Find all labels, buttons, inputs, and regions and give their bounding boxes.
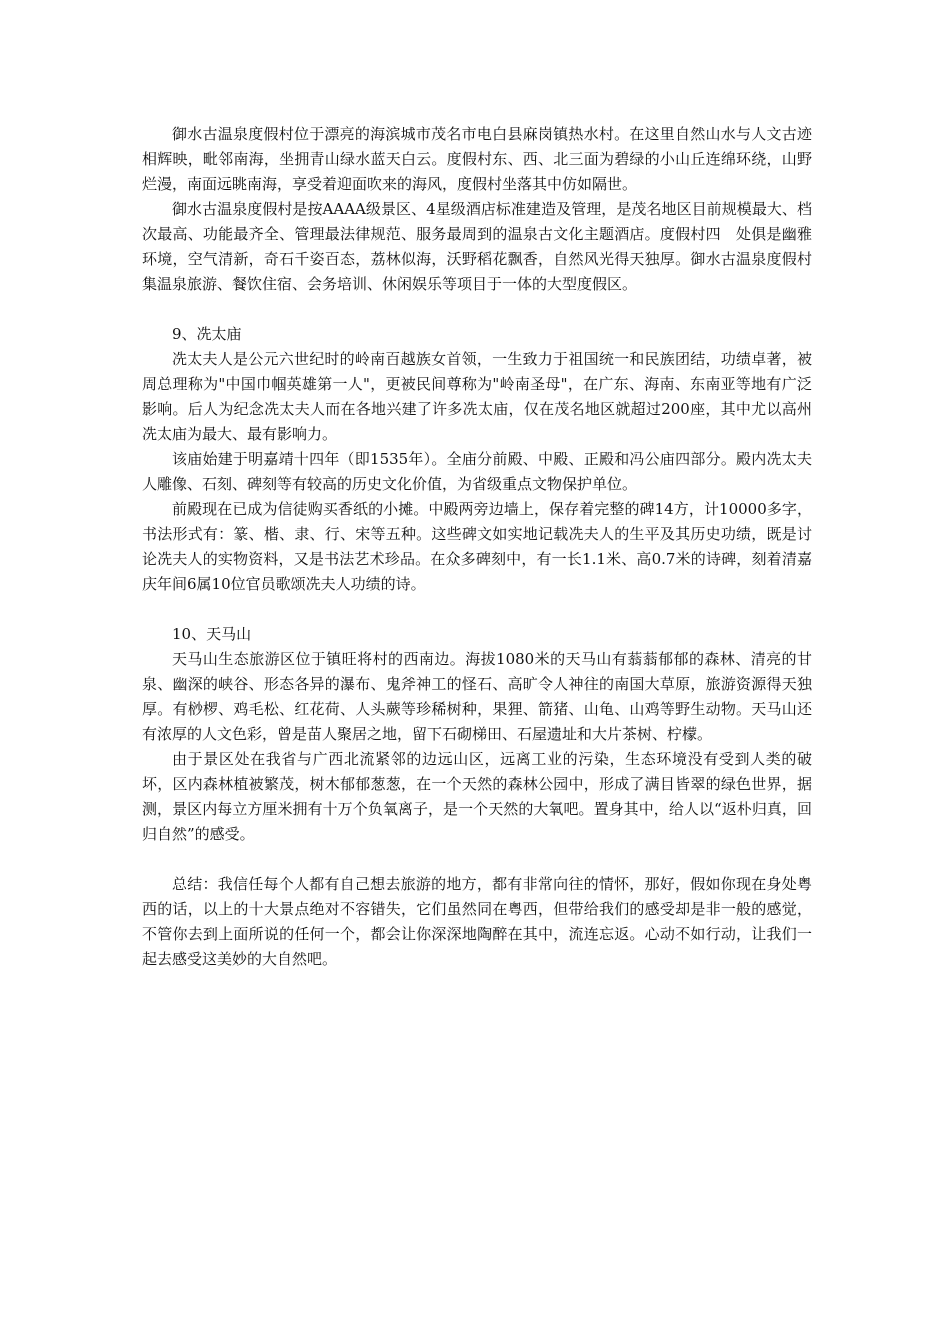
section-9-heading: 9、冼太庙 <box>172 325 242 343</box>
spacer <box>142 297 812 322</box>
section-9-paragraph-3: 前殿现在已成为信徒购买香纸的小摊。中殿两旁边墙上，保存着完整的碑14方，计10000多字，书法形式有：篆、楷、隶、行、宋等五种。这些碑文如实地记载冼夫人的生平及其历史功绩，既是讨论冼夫人的实物资料，又是书法艺术珍品。在众多碑刻中，有一长1.1米、高0.7米的诗碑，刻着清嘉庆年间6属10位官员歌颂冼夫人功绩的诗。 <box>142 500 812 593</box>
intro-paragraph-2: 御水古温泉度假村是按AAAA级景区、4星级酒店标准建造及管理，是茂名地区目前规模最大、档次最高、功能最齐全、管理最法律规范、服务最周到的温泉古文化主题酒店。度假村四 处俱是幽雅环境，空气清新，奇石千姿百态，荔林似海，沃野稻花飘香，自然风光得天独厚。御水古温泉度假村集温泉旅游、餐饮住宿、会务培训、休闲娱乐等项目于一体的大型度假区。 <box>142 200 812 293</box>
summary-paragraph: 总结：我信任每个人都有自己想去旅游的地方，都有非常向往的情怀，那好，假如你现在身处粤西的话，以上的十大景点绝对不容错失，它们虽然同在粤西，但带给我们的感受却是非一般的感觉，不管你去到上面所说的任何一个，都会让你深深地陶醉在其中，流连忘返。心动不如行动，让我们一起去感受这美妙的大自然吧。 <box>142 875 812 968</box>
section-10-paragraph-1: 天马山生态旅游区位于镇旺将村的西南边。海拔1080米的天马山有蓊蓊郁郁的森林、清亮的甘泉、幽深的峡谷、形态各异的瀑布、鬼斧神工的怪石、高旷令人神往的南国大草原，旅游资源得天独厚。有桫椤、鸡毛松、红花荷、人头蕨等珍稀树种，果狸、箭猪、山龟、山鸡等野生动物。天马山还有浓厚的人文色彩，曾是苗人聚居之地，留下石砌梯田、石屋遗址和大片茶树、柠檬。 <box>142 650 812 743</box>
section-10-paragraph-2: 由于景区处在我省与广西北流紧邻的边远山区，远离工业的污染，生态环境没有受到人类的破坏，区内森林植被繁茂，树木郁郁葱葱，在一个天然的森林公园中，形成了满目皆翠的绿色世界，据测，景区内每立方厘米拥有十万个负氧离子，是一个天然的大氧吧。置身其中，给人以“返朴归真，回归自然”的感受。 <box>142 750 812 843</box>
section-9-paragraph-1: 冼太夫人是公元六世纪时的岭南百越族女首领，一生致力于祖国统一和民族团结，功绩卓著，被周总理称为"中国巾帼英雄第一人"，更被民间尊称为"岭南圣母"，在广东、海南、东南亚等地有广泛影响。后人为纪念冼太夫人而在各地兴建了许多冼太庙，仅在茂名地区就超过200座，其中尤以高州冼太庙为最大、最有影响力。 <box>142 350 812 443</box>
section-9-paragraph-2: 该庙始建于明嘉靖十四年（即1535年）。全庙分前殿、中殿、正殿和冯公庙四部分。殿内冼太夫人雕像、石刻、碑刻等有较高的历史文化价值，为省级重点文物保护单位。 <box>142 450 812 493</box>
spacer <box>142 597 812 622</box>
intro-paragraph-1: 御水古温泉度假村位于漂亮的海滨城市茂名市电白县麻岗镇热水村。在这里自然山水与人文古迹相辉映，毗邻南海，坐拥青山绿水蓝天白云。度假村东、西、北三面为碧绿的小山丘连绵环绕，山野烂漫，南面远眺南海，享受着迎面吹来的海风，度假村坐落其中仿如隔世。 <box>142 125 812 193</box>
document-body <box>142 122 812 972</box>
spacer <box>142 847 812 872</box>
section-10-heading: 10、天马山 <box>172 625 252 643</box>
